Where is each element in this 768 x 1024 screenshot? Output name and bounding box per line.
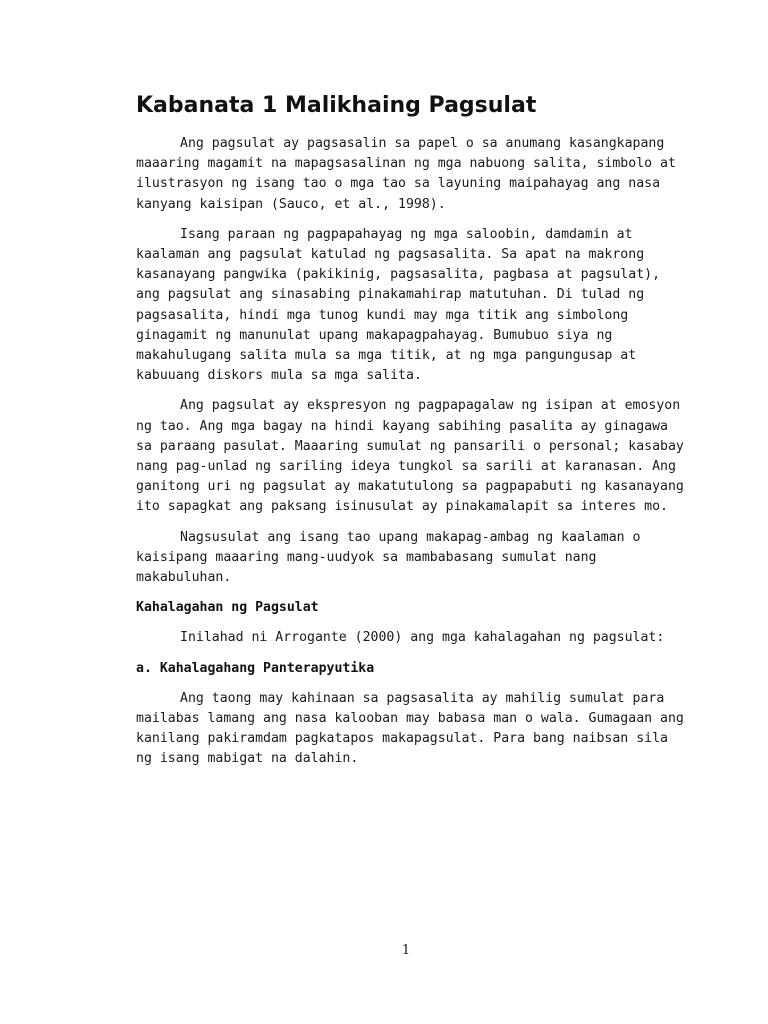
paragraph-definition: Ang pagsulat ay pagsasalin sa papel o sa anumang kasangkapang maaaring magamit na mapagsasalinan ng mga nabuong salita, simbolo at ilustrasyon ng isang tao o mga tao sa layuning maipahayag ang nasa kanyang kaisipan (Sauco, et al., 1998).	[136, 136, 676, 212]
paragraph-contribution: Nagsusulat ang isang tao upang makapag-ambag ng kaalaman o kaisipang maaaring mang-uudyok sa mambabasang sumulat nang makabuluhan.	[136, 529, 641, 586]
paragraph-expression: Isang paraan ng pagpapahayag ng mga saloobin, damdamin at kaalaman ang pagsulat katulad ng pagsasalita. Sa apat na makrong kasanayang pangwika (pakikinig, pagsasalita, pagbasa at pagsulat), ang pagsulat ang sinasabing pinakamahirap matutuhan. Di tulad ng pagsasalita, hindi mga tunog kundi may mga titik ang simbolong ginagamit ng manunulat upang makapagpahayag. Bumubuo siya ng makahulugang salita mula sa mga titik, at ng mga pangungusap at kabuuang diskors mula sa mga salita.	[136, 226, 661, 384]
page-number: 1	[401, 943, 411, 958]
subsection-heading: a. Kahalagahang Panterapyutika	[136, 660, 375, 676]
chapter-title: Kabanata 1 Malikhaing Pagsulat	[136, 93, 537, 118]
section-intro: Inilahad ni Arrogante (2000) ang mga kahalagahan ng pagsulat:	[180, 630, 665, 646]
paragraph-emotion: Ang pagsulat ay ekspresyon ng pagpapagalaw ng isipan at emosyon ng tao. Ang mga bagay na hindi kayang sabihing pasalita ay ginagawa sa paraang pasulat. Maaaring sumulat ng pansarili o personal; kasabay nang pag-unlad ng sariling ideya tungkol sa sarili at karanasan. Ang ganitong uri ng pagsulat ay makatutulong sa pagpapabuti ng kasanayang ito sapagkat ang paksang isinusulat ay pinakamalapit sa interes mo.	[136, 398, 684, 515]
page-content	[136, 90, 684, 780]
section-heading: Kahalagahan ng Pagsulat	[136, 600, 319, 616]
subsection-paragraph: Ang taong may kahinaan sa pagsasalita ay mahilig sumulat para mailabas lamang ang nasa kalooban may babasa man o wala. Gumagaan ang kanilang pakiramdam pagkatapos makapagsulat. Para bang naibsan sila ng isang mabigat na dalahin.	[136, 690, 684, 767]
